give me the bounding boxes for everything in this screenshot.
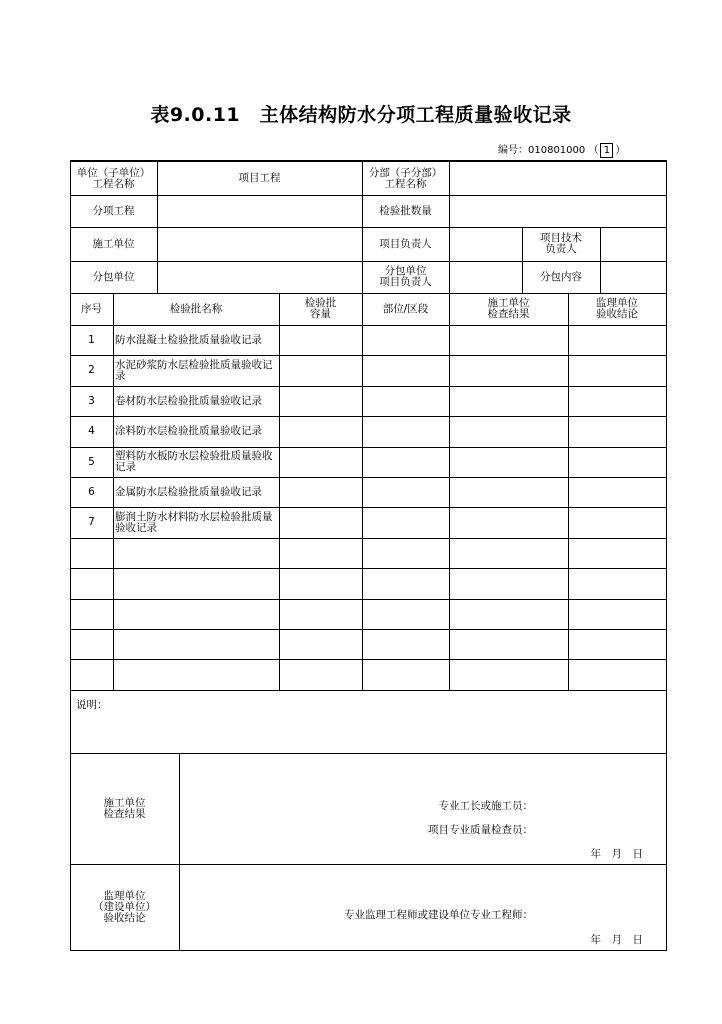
row-name — [113, 599, 279, 629]
batch-count-label: 检验批数量 — [379, 204, 432, 217]
subcontractor-label: 分包单位 — [92, 270, 135, 283]
row-name: 膨润土防水材料防水层检验批质量验收记录 — [115, 510, 273, 534]
row-name: 金属防水层检验批质量验收记录 — [115, 485, 262, 498]
foreman-signature: 专业工长或施工员： — [438, 800, 533, 812]
column-line — [279, 293, 280, 690]
row-seq: 6 — [88, 485, 95, 498]
row-seq: 4 — [88, 425, 95, 437]
row-seq — [70, 629, 113, 659]
col-seq-header: 序号 — [81, 302, 102, 315]
code-paren-close: ） — [615, 145, 626, 156]
row-seq — [70, 568, 113, 599]
table-row-line — [70, 690, 666, 691]
row-name — [113, 659, 279, 690]
inspector-signature: 项目专业质量检查员： — [428, 824, 533, 836]
contractor-label: 施工单位 — [92, 237, 135, 250]
project-manager-label: 项目负责人 — [379, 237, 432, 250]
project-name-label: 项目工程 — [238, 172, 281, 184]
row-name: 塑料防水板防水层检验批质量验收记录 — [115, 450, 273, 473]
frame-right — [666, 160, 667, 951]
row-seq: 7 — [88, 516, 95, 528]
subitem-label: 分项工程 — [92, 204, 135, 217]
record-code — [498, 141, 625, 158]
column-line — [568, 293, 569, 690]
row-name: 卷材防水层检验批质量验收记录 — [115, 394, 262, 407]
contractor-date: 年 月 日 — [590, 848, 643, 860]
supervisor-result-label: 监理单位 （建设单位） 验收结论 — [93, 889, 156, 924]
row-name — [113, 629, 279, 659]
section-divider — [179, 753, 180, 950]
column-line — [449, 293, 450, 690]
row-name: 防水混凝土检验批质量验收记录 — [115, 333, 262, 346]
row-seq — [70, 659, 113, 690]
col-location-header: 部位/区段 — [382, 302, 429, 315]
col-name-header: 检验批名称 — [169, 302, 223, 315]
row-seq: 3 — [88, 394, 95, 407]
row-name: 涂料防水层检验批质量验收记录 — [115, 425, 262, 437]
code-value: 010801000 — [528, 145, 586, 156]
grid-line — [449, 162, 450, 293]
note-label: 说明： — [76, 699, 108, 711]
sub-manager-label: 分包单位 项目负责人 — [379, 265, 432, 288]
tech-manager-label: 项目技术 负责人 — [540, 232, 582, 255]
unit-project-label: 单位（子单位） 工程名称 — [76, 166, 151, 190]
row-seq: 5 — [88, 455, 95, 468]
code-label: 编号： — [498, 145, 528, 156]
code-paren-open: （ — [588, 145, 599, 156]
row-name — [113, 568, 279, 599]
col-accept-header: 监理单位 验收结论 — [596, 297, 638, 320]
row-name — [113, 538, 279, 568]
page-title: 表9.0.11 主体结构防水分项工程质量验收记录 — [150, 104, 572, 126]
row-seq — [70, 538, 113, 568]
contractor-result-label: 施工单位 检查结果 — [103, 796, 146, 820]
row-seq: 1 — [88, 333, 95, 346]
column-line — [362, 293, 363, 690]
row-name: 水泥砂浆防水层检验批质量验收记录 — [115, 358, 273, 382]
sub-content-label: 分包内容 — [540, 270, 582, 283]
division-name-label: 分部（子分部） 工程名称 — [368, 166, 443, 190]
row-seq — [70, 599, 113, 629]
col-capacity-header: 检验批 容量 — [304, 297, 337, 320]
engineer-signature: 专业监理工程师或建设单位专业工程师： — [344, 909, 533, 921]
col-check-header: 施工单位 检查结果 — [487, 297, 530, 320]
grid-line — [600, 227, 601, 293]
code-box: 1 — [600, 143, 613, 158]
frame-bottom — [70, 950, 667, 951]
supervisor-date: 年 月 日 — [590, 934, 643, 946]
row-seq: 2 — [88, 364, 95, 376]
